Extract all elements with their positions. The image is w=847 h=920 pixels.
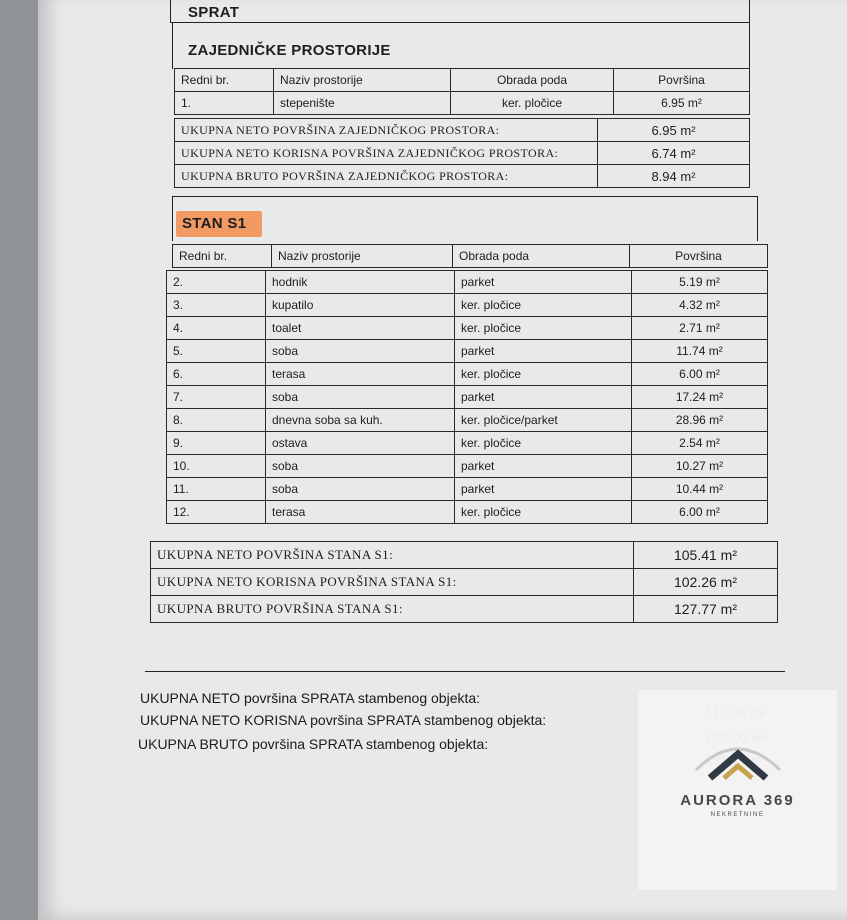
stan-totals-table (150, 541, 778, 623)
room-name: terasa (266, 363, 455, 386)
room-name: kupatilo (266, 294, 455, 317)
row-number: 4. (167, 317, 266, 340)
table-row (167, 478, 768, 501)
floor-finish: ker. pločice/parket (455, 409, 632, 432)
row-number: 5. (167, 340, 266, 363)
floor-finish: parket (455, 386, 632, 409)
sprat-header-box (170, 0, 750, 23)
total-value: 102.26 m² (634, 569, 778, 596)
row-number: 8. (167, 409, 266, 432)
total-row (151, 596, 778, 623)
header-cell: Redni br. (175, 69, 274, 92)
room-name: ostava (266, 432, 455, 455)
floor-finish: parket (455, 340, 632, 363)
room-area: 6.95 m² (614, 92, 750, 115)
total-row (151, 542, 778, 569)
row-number: 9. (167, 432, 266, 455)
row-number: 1. (175, 92, 274, 115)
floor-finish: ker. pločice (451, 92, 614, 115)
floor-finish: parket (455, 271, 632, 294)
room-area: 2.71 m² (632, 317, 768, 340)
room-area: 28.96 m² (632, 409, 768, 432)
floor-finish: ker. pločice (455, 432, 632, 455)
header-cell: Naziv prostorije (272, 245, 453, 268)
room-area: 6.00 m² (632, 501, 768, 524)
total-value: 6.74 m² (598, 142, 750, 165)
header-cell: Obrada poda (451, 69, 614, 92)
total-value: 8.94 m² (598, 165, 750, 188)
floor-finish: ker. pločice (455, 294, 632, 317)
room-name: dnevna soba sa kuh. (266, 409, 455, 432)
zajednicke-title: ZAJEDNIČKE PROSTORIJE (188, 42, 391, 59)
divider-line (145, 671, 785, 672)
room-area: 11.74 m² (632, 340, 768, 363)
room-name: soba (266, 340, 455, 363)
total-value: 127.77 m² (634, 596, 778, 623)
table-row (175, 92, 750, 115)
sprat-title: SPRAT (188, 4, 240, 21)
total-row (175, 119, 750, 142)
floor-finish: ker. pločice (455, 363, 632, 386)
room-area: 10.44 m² (632, 478, 768, 501)
header-cell: Površina (630, 245, 768, 268)
room-name: soba (266, 478, 455, 501)
row-number: 7. (167, 386, 266, 409)
table-header-row (175, 69, 750, 92)
table-row (167, 294, 768, 317)
total-label: UKUPNA NETO POVRŠINA STANA S1: (151, 542, 634, 569)
table-row (167, 501, 768, 524)
room-area: 10.27 m² (632, 455, 768, 478)
table-row (167, 340, 768, 363)
header-cell: Obrada poda (453, 245, 630, 268)
room-name: soba (266, 386, 455, 409)
floor-finish: ker. pločice (455, 317, 632, 340)
sprat-total-label: UKUPNA NETO površina SPRATA stambenog objekta: (140, 690, 481, 706)
room-area: 2.54 m² (632, 432, 768, 455)
room-name: hodnik (266, 271, 455, 294)
table-row (167, 409, 768, 432)
floor-finish: parket (455, 455, 632, 478)
total-label: UKUPNA BRUTO POVRŠINA ZAJEDNIČKOG PROSTORA: (175, 165, 598, 188)
zajednicke-table (174, 68, 750, 115)
aurora-watermark (638, 690, 837, 890)
header-cell: Redni br. (173, 245, 272, 268)
total-label: UKUPNA BRUTO POVRŠINA STANA S1: (151, 596, 634, 623)
room-name: soba (266, 455, 455, 478)
total-value: 105.41 m² (634, 542, 778, 569)
floor-finish: ker. pločice (455, 501, 632, 524)
row-number: 2. (167, 271, 266, 294)
row-number: 11. (167, 478, 266, 501)
room-area: 6.00 m² (632, 363, 768, 386)
row-number: 3. (167, 294, 266, 317)
stan-title: STAN S1 (182, 215, 247, 232)
watermark-subtitle: NEKRETNINE (710, 812, 765, 818)
sprat-total-label: UKUPNA NETO KORISNA površina SPRATA stambenog objekta: (140, 712, 547, 728)
table-row (167, 386, 768, 409)
table-row (167, 317, 768, 340)
stan-table (172, 244, 768, 268)
sprat-total-label: UKUPNA BRUTO površina SPRATA stambenog objekta: (138, 736, 489, 752)
zajednicke-totals-table (174, 118, 750, 188)
table-row (167, 432, 768, 455)
table-row (167, 363, 768, 386)
header-cell: Površina (614, 69, 750, 92)
room-name: terasa (266, 501, 455, 524)
room-area: 4.32 m² (632, 294, 768, 317)
total-label: UKUPNA NETO KORISNA POVRŠINA ZAJEDNIČKOG PROSTORA: (175, 142, 598, 165)
stan-rows-table (166, 270, 768, 524)
row-number: 10. (167, 455, 266, 478)
total-row (151, 569, 778, 596)
header-cell: Naziv prostorije (274, 69, 451, 92)
total-row (175, 142, 750, 165)
watermark-brand: AURORA 369 (680, 792, 795, 809)
total-label: UKUPNA NETO KORISNA POVRŠINA STANA S1: (151, 569, 634, 596)
room-area: 17.24 m² (632, 386, 768, 409)
total-label: UKUPNA NETO POVRŠINA ZAJEDNIČKOG PROSTORA: (175, 119, 598, 142)
table-row (167, 271, 768, 294)
row-number: 6. (167, 363, 266, 386)
table-header-row (173, 245, 768, 268)
room-area: 5.19 m² (632, 271, 768, 294)
total-value: 6.95 m² (598, 119, 750, 142)
floor-finish: parket (455, 478, 632, 501)
table-row (167, 455, 768, 478)
row-number: 12. (167, 501, 266, 524)
room-name: stepenište (274, 92, 451, 115)
total-row (175, 165, 750, 188)
room-name: toalet (266, 317, 455, 340)
